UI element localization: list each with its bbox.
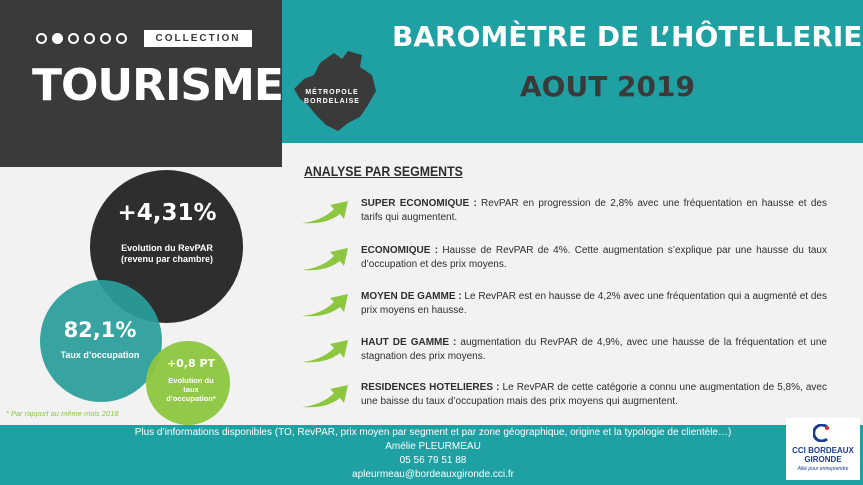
revpar-value: +4,31% (117, 200, 217, 226)
segment-name: ECONOMIQUE : (361, 245, 439, 256)
arrow-up-right-icon (300, 246, 350, 272)
segment-text: Hausse de RevPAR de 4%. Cette augmentation s’explique par une hausse du taux d’occupation et des prix moyens. (361, 245, 827, 270)
page-title: BAROMÈTRE DE L’HÔTELLERIE (392, 20, 863, 53)
segment-text: RevPAR en progression de 2,8% avec une fréquentation en hausse et des tarifs qui augmentent. (361, 198, 827, 223)
occupancy-label: Taux d’occupation (60, 350, 140, 360)
footnote: * Par rapport au même mois 2018 (6, 409, 119, 418)
occupancy-evol-value: +0,8 PT (166, 357, 216, 370)
contact-phone: 05 56 79 51 88 (399, 455, 467, 466)
revpar-label: Evolution du RevPAR (revenu par chambre) (120, 243, 214, 264)
contact-name: Amélie PLEURMEAU (385, 441, 481, 452)
segment-super-economique (300, 197, 830, 237)
segment-haut-de-gamme (300, 336, 830, 376)
logo-line-1: CCI BORDEAUX (792, 446, 854, 455)
map-label: MÉTROPOLE BORDELAISE (304, 89, 360, 105)
analysis-title: ANALYSE PAR SEGMENTS (304, 163, 463, 179)
cci-logo (786, 418, 860, 480)
pager-dots (36, 33, 127, 44)
arrow-up-right-icon (300, 338, 350, 364)
cci-logo-icon (813, 424, 831, 442)
pager-dot (100, 33, 111, 44)
segment-economique (300, 244, 830, 284)
pager-dot-active (52, 33, 63, 44)
segment-name: HAUT DE GAMME : (361, 337, 457, 348)
occupancy-evol-label: Evolution du taux d’occupation* (166, 376, 216, 403)
segment-moyen-de-gamme (300, 290, 830, 330)
pager-dot (68, 33, 79, 44)
pager-dot (84, 33, 95, 44)
collection-label: COLLECTION (144, 30, 252, 47)
segment-text: Le RevPAR est en hausse de 4,2% avec une fréquentation qui a augmenté et des prix moyens en hausse. (361, 291, 827, 316)
pager-dot (36, 33, 47, 44)
page-period: AOUT 2019 (520, 70, 695, 103)
brand-title: TOURISME (32, 60, 283, 111)
arrow-up-right-icon (300, 199, 350, 225)
contact-email[interactable]: apleurmeau@bordeauxgironde.cci.fr (352, 469, 514, 480)
segment-name: SUPER ECONOMIQUE : (361, 198, 477, 209)
segment-name: MOYEN DE GAMME : (361, 291, 462, 302)
logo-line-2: GIRONDE (804, 455, 842, 464)
segment-residences-hotelieres (300, 381, 830, 421)
occupancy-value: 82,1% (63, 318, 137, 342)
segment-name: RESIDENCES HOTELIERES : (361, 382, 500, 393)
footer-info: Plus d’informations disponibles (TO, RevPAR, prix moyen par segment et par zone géographique, origine et la typologie de clientèle…) (134, 427, 732, 438)
arrow-up-right-icon (300, 292, 350, 318)
logo-tagline: Allié pour entreprendre (797, 466, 849, 472)
pager-dot (116, 33, 127, 44)
segment-text: Le RevPAR de cette catégorie a connu une augmentation de 5,8%, avec une baisse du taux d’occupation mais des prix moyens qui augmentent. (361, 382, 827, 407)
arrow-up-right-icon (300, 383, 350, 409)
segment-text: augmentation du RevPAR de 4,9%, avec une hausse de la fréquentation et une stagnation des prix moyens. (361, 337, 827, 362)
